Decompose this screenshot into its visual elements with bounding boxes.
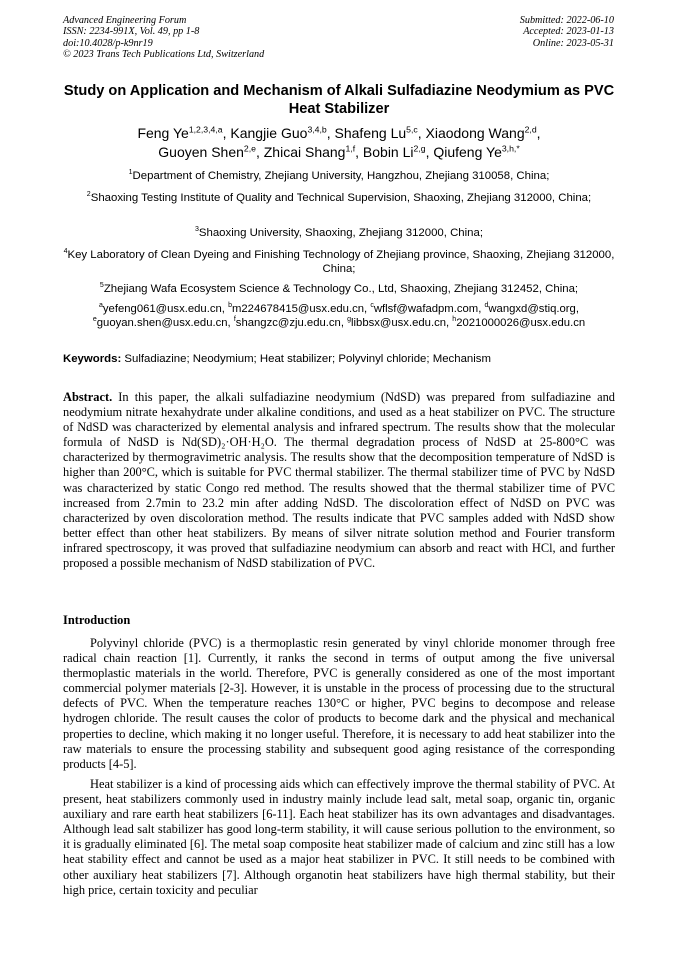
- email-address: m224678415@usx.edu.cn,: [231, 303, 371, 315]
- online-date: Online: 2023-05-31: [532, 37, 614, 49]
- email-marker: a: [99, 302, 103, 310]
- affiliation-number: 3: [194, 226, 199, 234]
- email-marker: d: [484, 302, 489, 310]
- author-email[interactable]: [484, 303, 579, 315]
- doi: doi:10.4028/p-k9nr19: [63, 37, 153, 49]
- author-name: Guoyen Shen: [158, 144, 244, 160]
- email-address: 2021000026@usx.edu.cn: [456, 317, 586, 329]
- author-list: [63, 124, 615, 162]
- email-address: yefeng061@usx.edu.cn,: [102, 303, 229, 315]
- keywords: [63, 352, 615, 366]
- author-separator: ,: [355, 144, 363, 160]
- author-name: Zhicai Shang: [263, 144, 346, 160]
- introduction-paragraph-2: Heat stabilizer is a kind of processing aids which can effectively improve the thermal stability of PVC. At present, heat stabilizers commonly used in industry mainly include lead salt, metal soap, organic tin, organic auxiliary and rare earth heat stabilizers [6-11]. Each heat stabilizer has its own advantages and disadvantages. Although lead salt stabilizer has good long-term stability, it will cause serious pollution to the environment, so it is gradually eliminated [6]. The metal soap composite heat stabilizer made of calcium and zinc still has a low heat stability effect and cannot be used as a major heat stabilizer in PVC. It still needs to be combined with other auxiliary heat stabilizers [7]. Although organotin heat stabilizers have high thermal stability, but their high price, certain toxicity and peculiar: [63, 777, 615, 897]
- affiliation-5: [63, 282, 615, 296]
- affiliation-text: Zhejiang Wafa Ecosystem Science & Technology Co., Ltd, Shaoxing, Zhejiang 312452, China;: [103, 283, 579, 295]
- affiliation-2: [63, 191, 615, 205]
- author-separator: ,: [425, 144, 434, 160]
- author-email[interactable]: [347, 317, 452, 329]
- author: [335, 125, 426, 141]
- author: [137, 125, 230, 141]
- publication-info: [63, 15, 264, 61]
- author: [230, 125, 334, 141]
- author-name: Feng Ye: [137, 125, 189, 141]
- email-address: guoyan.shen@usx.edu.cn,: [96, 317, 234, 329]
- author-affiliation-marker: 3,4,b: [307, 124, 327, 135]
- introduction-heading: Introduction: [63, 613, 131, 627]
- author-affiliation-marker: 3,h,*: [501, 143, 520, 154]
- affiliation-number: 2: [86, 191, 91, 199]
- email-address: wflsf@wafadpm.com,: [373, 303, 485, 315]
- issn-volume: ISSN: 2234-991X, Vol. 49, pp 1-8: [63, 26, 200, 38]
- affiliation-number: 4: [63, 248, 68, 256]
- author-email[interactable]: [93, 317, 234, 329]
- author: [433, 144, 519, 160]
- author: [426, 125, 541, 141]
- author-separator: ,: [417, 125, 426, 141]
- email-address: shangzc@zju.edu.cn,: [235, 317, 348, 329]
- affiliation-number: 1: [128, 169, 133, 177]
- author-name: Qiufeng Ye: [433, 144, 502, 160]
- paper-title: Study on Application and Mechanism of Alkali Sulfadiazine Neodymium as PVC Heat Stabilizer: [63, 83, 615, 117]
- author: [363, 144, 433, 160]
- email-marker: c: [370, 302, 374, 310]
- author-separator: ,: [536, 125, 541, 141]
- email-list: [63, 302, 615, 330]
- affiliation-text: Key Laboratory of Clean Dyeing and Finishing Technology of Zhejiang province, Shaoxing, Zhejiang 312000, China;: [67, 249, 615, 275]
- publication-dates: [520, 15, 614, 49]
- introduction-paragraph-1: Polyvinyl chloride (PVC) is a thermoplastic resin generated by vinyl chloride monomer through free radical chain reaction [1]. Currently, it ranks the second in terms of output among the five universal thermoplastic materials in the world. Therefore, PVC is generally considered as one of the most important commercial polymer materials [2-3]. However, it is unstable in the process of processing due to the structural defects of PVC. When the temperature reaches 130°C or higher, PVC begins to decompose and release hydrogen chloride. The result causes the color of products to become dark and the physical and mechanical properties to decline, which making it no longer useful. Therefore, it is necessary to add heat stabilizer into the raw materials to ensure the processing stability and subsequent good aging resistance of the corresponding products [4-5].: [63, 636, 615, 771]
- affiliation-text: Department of Chemistry, Zhejiang University, Hangzhou, Zhejiang 310058, China;: [132, 170, 550, 182]
- author-email[interactable]: [452, 317, 585, 329]
- journal-name: Advanced Engineering Forum: [63, 15, 187, 26]
- author-separator: ,: [222, 125, 231, 141]
- author-separator: ,: [326, 125, 335, 141]
- email-marker: e: [92, 316, 97, 324]
- abstract-text: In this paper, the alkali sulfadiazine neodymium (NdSD) was prepared from sulfadiazine and neodymium nitrate hexahydrate under alkaline conditions, and used as a heat stabilizer on PVC. The structure of NdSD was characterized by elemental analysis and infrared spectrum. The results show that the molecular formula of NdSD is Nd(SD)₂·OH·H₂O. The thermal degradation process of NdSD at 25-800°C was characterized by thermogravimetric analysis. The results show that the decomposition temperature of NdSD is higher than 200°C, which is suitable for PVC thermal stabilizer. The thermal stabilizer time of PVC by NdSD was characterized by static Congo red method. The results showed that the thermal stabilizer time of PVC increased from 2.7min to 23.2 min after adding NdSD. The discoloration effect of NdSD on PVC was characterized by oven discoloration method. The results indicate that PVC samples added with NdSD show better effect than other heat stabilizers. By means of silver nitrate solution method and Fourier transform infrared spectroscopy, it was proved that sulfadiazine neodymium can absorb and react with HCl, and further proposed a possible mechanism of NdSD stabilization of PVC.: [63, 390, 615, 571]
- author-name: Shafeng Lu: [334, 125, 407, 141]
- author-separator: ,: [255, 144, 264, 160]
- accepted-date: Accepted: 2023-01-13: [523, 26, 614, 38]
- author-email[interactable]: [228, 303, 370, 315]
- author-affiliation-marker: 1,2,3,4,a: [188, 124, 223, 135]
- abstract-label: Abstract.: [63, 390, 113, 404]
- author-affiliation-marker: 1,f: [345, 143, 356, 154]
- author-name: Xiaodong Wang: [425, 125, 525, 141]
- author-email[interactable]: [370, 303, 484, 315]
- keywords-text: Sulfadiazine; Neodymium; Heat stabilizer; Polyvinyl chloride; Mechanism: [121, 353, 491, 365]
- affiliation-number: 5: [99, 282, 104, 290]
- affiliation-text: Shaoxing Testing Institute of Quality and Technical Supervision, Shaoxing, Zhejiang 312000, China;: [90, 192, 592, 204]
- abstract: [63, 390, 615, 571]
- author-name: Kangjie Guo: [230, 125, 308, 141]
- email-marker: h: [452, 316, 457, 324]
- author-email[interactable]: [99, 303, 228, 315]
- author: [158, 144, 263, 160]
- email-marker: b: [228, 302, 232, 310]
- email-address: wangxd@stiq.org,: [488, 303, 579, 315]
- affiliation-4: [63, 248, 615, 276]
- submitted-date: Submitted: 2022-06-10: [519, 15, 614, 26]
- author-affiliation-marker: 2,d: [524, 124, 537, 135]
- affiliation-1: [63, 169, 615, 183]
- author-name: Bobin Li: [362, 144, 414, 160]
- author-affiliation-marker: 5,c: [406, 124, 418, 135]
- email-address: libbsx@usx.edu.cn,: [351, 317, 453, 329]
- copyright: © 2023 Trans Tech Publications Ltd, Switzerland: [63, 49, 265, 61]
- author-affiliation-marker: 2,e: [243, 143, 256, 154]
- affiliation-3: [63, 226, 615, 240]
- affiliation-text: Shaoxing University, Shaoxing, Zhejiang 312000, China;: [198, 227, 484, 239]
- keywords-label: Keywords:: [63, 353, 122, 365]
- author-affiliation-marker: 2,g: [413, 143, 426, 154]
- email-marker: g: [347, 316, 352, 324]
- author: [264, 144, 363, 160]
- email-marker: f: [233, 316, 236, 324]
- author-email[interactable]: [234, 317, 347, 329]
